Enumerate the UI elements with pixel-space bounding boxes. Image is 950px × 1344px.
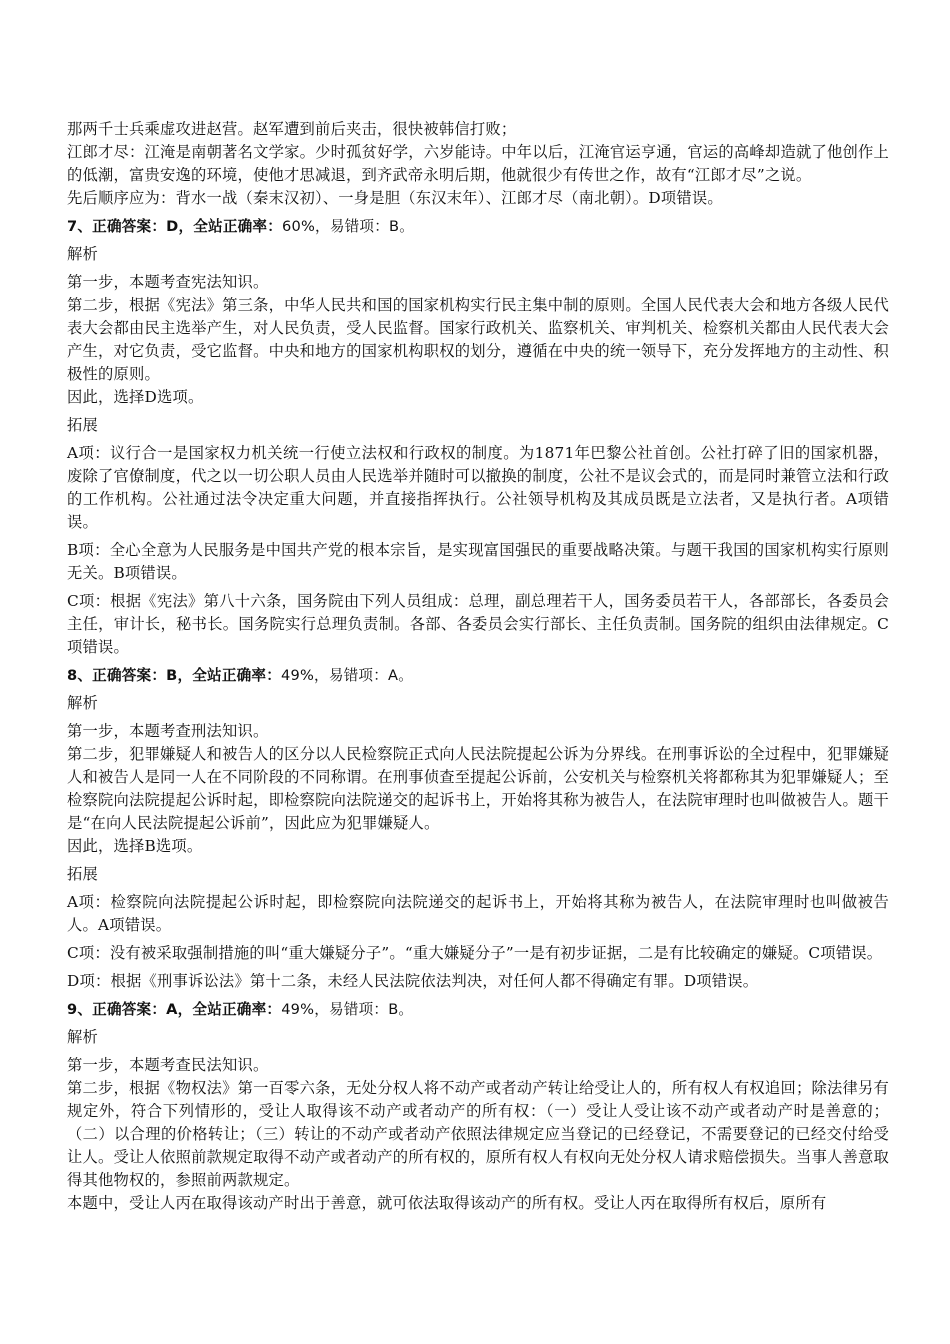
paragraph: B项：全心全意为人民服务是中国共产党的根本宗旨，是实现富国强民的重要战略决策。与题干我国的国家机构实行原则无关。B项错误。 (67, 541, 889, 582)
paragraph: D项：根据《刑事诉讼法》第十二条，未经人民法院依法判决，对任何人都不得确定有罪。D项错误。 (67, 972, 759, 990)
section-label: 解析 (67, 1028, 98, 1046)
paragraph: 那两千士兵乘虚攻进赵营。赵军遭到前后夹击，很快被韩信打败； (67, 120, 517, 138)
rate-label: 全站正确率： (192, 1001, 282, 1018)
rate-label: 全站正确率： (192, 667, 282, 684)
paragraph: 本题中，受让人丙在取得该动产时出于善意，就可依法取得该动产的所有权。受让人丙在取得所有权后，原所有 (67, 1194, 827, 1212)
paragraph: C项：没有被采取强制措施的叫“重大嫌疑分子”。“重大嫌疑分子”一是有初步证据，二是有比较确定的嫌疑。C项错误。 (67, 944, 883, 962)
paragraph: A项：议行合一是国家权力机关统一行使立法权和行政权的制度。为1871年巴黎公社首创。公社打碎了旧的国家机器，废除了官僚制度，代之以一切公职人员由人民选举并随时可以撤换的制度，公社不是议会式的，而是同时兼管立法和行政的工作机构。公社通过法令决定重大问题，并直接指挥执行。公社领导机构及其成员既是立法者，又是执行者。A项错误。 (67, 444, 889, 531)
rate-value: 49%，易错项：A。 (281, 667, 413, 684)
rate-value: 49%，易错项：B。 (281, 1001, 414, 1018)
paragraph: 第一步，本题考查刑法知识。 (67, 722, 269, 740)
section-label: 解析 (67, 245, 98, 263)
answer-value: D， (166, 218, 194, 235)
rate-value: 60%，易错项：B。 (282, 218, 415, 235)
rate-label: 全站正确率： (193, 218, 282, 235)
paragraph: 第二步，犯罪嫌疑人和被告人的区分以人民检察院正式向人民法院提起公诉为分界线。在刑事诉讼的全过程中，犯罪嫌疑人和被告人是同一人在不同阶段的不同称谓。在刑事侦查至提起公诉前，公安机关与检察机关将都称其为犯罪嫌疑人；至检察院向法院提起公诉时起，即检察院向法院递交的起诉书上，开始将其称为被告人，在法院审理时也叫做被告人。题干是“在向人民法院提起公诉前”，因此应为犯罪嫌疑人。 (67, 745, 889, 832)
answer-header-q7 (67, 215, 889, 238)
paragraph: 因此，选择D选项。 (67, 388, 204, 406)
paragraph: C项：根据《宪法》第八十六条，国务院由下列人员组成：总理，副总理若干人，国务委员若干人，各部部长，各委员会主任，审计长，秘书长。国务院实行总理负责制。各部、各委员会实行部长、主任负责制。国务院的组织由法律规定。C项错误。 (67, 592, 889, 656)
answer-value: B， (166, 667, 193, 684)
answer-label: 9、正确答案： (67, 1001, 167, 1018)
paragraph: 第一步，本题考查宪法知识。 (67, 273, 269, 291)
paragraph: 因此，选择B选项。 (67, 837, 203, 855)
paragraph: 第一步，本题考查民法知识。 (67, 1056, 269, 1074)
answer-label: 8、正确答案： (67, 667, 167, 684)
paragraph: 先后顺序应为：背水一战（秦末汉初）、一身是胆（东汉末年）、江郎才尽（南北朝）。D项错误。 (67, 189, 723, 207)
section-label: 拓展 (67, 416, 98, 434)
paragraph: 第二步，根据《物权法》第一百零六条，无处分权人将不动产或者动产转让给受让人的，所有权人有权追回；除法律另有规定外，符合下列情形的，受让人取得该不动产或者动产的所有权：（一）受让人受让该不动产或者动产时是善意的；（二）以合理的价格转让；（三）转让的不动产或者动产依照法律规定应当登记的已经登记，不需要登记的已经交付给受让人。受让人依照前款规定取得不动产或者动产的所有权的，原所有权人有权向无处分权人请求赔偿损失。当事人善意取得其他物权的，参照前两款规定。 (67, 1079, 889, 1189)
answer-header-q8 (67, 664, 889, 687)
answer-header-q9 (67, 998, 889, 1021)
answer-label: 7、正确答案： (67, 218, 167, 235)
paragraph: A项：检察院向法院提起公诉时起，即检察院向法院递交的起诉书上，开始将其称为被告人，在法院审理时也叫做被告人。A项错误。 (67, 893, 889, 934)
section-label: 解析 (67, 694, 98, 712)
answer-value: A， (166, 1001, 193, 1018)
paragraph: 第二步，根据《宪法》第三条，中华人民共和国的国家机构实行民主集中制的原则。全国人民代表大会和地方各级人民代表大会都由民主选举产生，对人民负责，受人民监督。国家行政机关、监察机关、审判机关、检察机关都由人民代表大会产生，对它负责，受它监督。中央和地方的国家机构职权的划分，遵循在中央的统一领导下，充分发挥地方的主动性、积极性的原则。 (67, 296, 889, 383)
document-page (67, 118, 889, 1215)
section-label: 拓展 (67, 865, 98, 883)
paragraph: 江郎才尽：江淹是南朝著名文学家。少时孤贫好学，六岁能诗。中年以后，江淹官运亨通，官运的高峰却造就了他创作上的低潮，富贵安逸的环境，使他才思减退，到齐武帝永明后期，他就很少有传世之作，故有“江郎才尽”之说。 (67, 143, 889, 184)
